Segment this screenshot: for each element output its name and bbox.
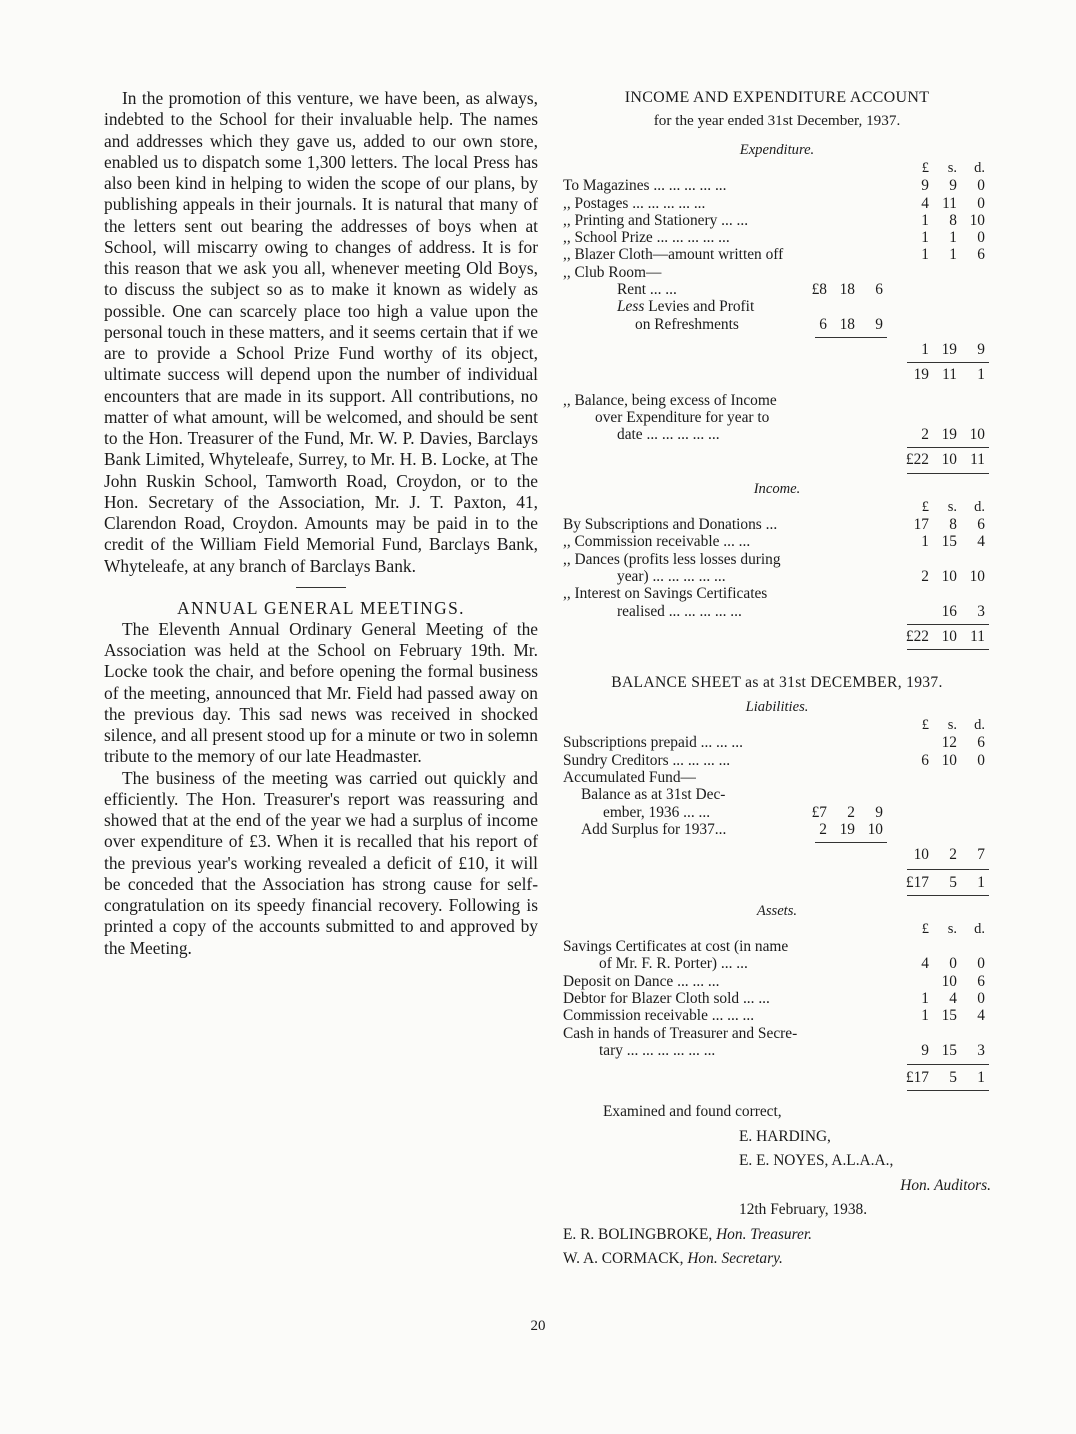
club-room-label: ,, Club Room— <box>563 263 662 281</box>
currency-header: £ s. d. <box>921 160 985 176</box>
subtotal-row: 19 11 1 <box>913 366 985 384</box>
fund-total-row: 10 2 7 <box>913 846 985 864</box>
account-title: INCOME AND EXPENDITURE ACCOUNT <box>624 89 930 106</box>
liabilities-heading: Liabilities. <box>745 699 809 716</box>
ledger-row: tary ... ... ... ... ... ... 9 15 3 <box>599 1041 985 1059</box>
ledger-row: year) ... ... ... ... ... 2 10 10 <box>617 567 985 585</box>
section-divider <box>296 587 346 588</box>
ledger-row: Sundry Creditors ... ... ... ... 6 10 0 <box>563 751 985 769</box>
ledger-row: of Mr. F. R. Porter) ... ... 4 0 0 <box>599 955 985 973</box>
rule-row <box>563 1059 991 1069</box>
rule-row <box>563 469 991 477</box>
ledger-row: ,, Postages ... ... ... ... ... 4 11 0 <box>563 194 985 212</box>
ledger-row: Deposit on Dance ... ... ... 10 6 <box>563 972 985 990</box>
examined-line: Examined and found correct, <box>603 1103 782 1121</box>
rule-row <box>563 443 991 451</box>
left-column <box>104 88 538 959</box>
assets-total-row: £17 5 1 <box>905 1069 985 1087</box>
less-row: Less Levies and Profit <box>617 298 755 316</box>
account-subtitle: for the year ended 31st December, 1937. <box>653 112 901 129</box>
balance-row: over Expenditure for year to <box>595 408 770 426</box>
signatures <box>563 1100 991 1272</box>
accumulated-fund-label: Accumulated Fund— <box>563 769 696 787</box>
signature-date: 12th February, 1938. <box>739 1201 868 1219</box>
ledger-row: ,, Commission receivable ... ... 1 15 4 <box>563 533 985 551</box>
treasurer-line: E. R. BOLINGBROKE, Hon. Treasurer. <box>563 1225 812 1243</box>
ledger-row: ,, Blazer Cloth—amount written off 1 1 6 <box>563 246 985 264</box>
expenditure-items <box>563 177 991 476</box>
secretary-line: W. A. CORMACK, Hon. Secretary. <box>563 1250 783 1268</box>
ledger-row: ,, Interest on Savings Certificates <box>563 585 768 603</box>
ledger-row: Debtor for Blazer Cloth sold ... ... 1 4 0 <box>563 989 985 1007</box>
ledger-row: ember, 1936 ... ... £7 2 9 <box>603 803 883 821</box>
currency-header: £ s. d. <box>921 498 985 515</box>
ledger-row: Commission receivable ... ... ... 1 15 4 <box>563 1007 985 1025</box>
liabilities-total-row: £17 5 1 <box>905 873 985 891</box>
balance-sheet-title: BALANCE SHEET as at 31st DECEMBER, 1937. <box>611 674 943 692</box>
accounts-column <box>563 86 991 1272</box>
auditor-harding: E. HARDING, <box>739 1127 831 1145</box>
balance-row: date ... ... ... ... ... 2 19 10 <box>617 426 985 444</box>
expenditure-heading: Expenditure. <box>739 142 815 158</box>
ledger-row: Balance as at 31st Dec- <box>581 786 726 804</box>
balance-row: ,, Balance, being excess of Income <box>563 391 777 409</box>
rule-row <box>563 333 991 341</box>
ledger-row: To Magazines ... ... ... ... ... 9 9 0 <box>563 177 985 195</box>
ledger-row: ,, Printing and Stationery ... ... 1 8 10 <box>563 211 985 229</box>
auditors-title: Hon. Auditors. <box>900 1176 991 1194</box>
rule-row <box>563 645 991 653</box>
income-items <box>563 516 991 653</box>
agm-paragraph-1: The Eleventh Annual Ordinary General Meeting of the Association was held at the School on February 19th. Mr. Locke took the chair, and before opening the formal business of the meeting, announced that Mr. Field had passed away on the previous day. This sad news was received in shocked silence, and all present stood up for a minute or two in solemn tribute to the memory of our late Headmaster. <box>104 618 538 767</box>
ledger-row: By Subscriptions and Donations ... 17 8 6 <box>563 516 985 534</box>
ledger-row: Subscriptions prepaid ... ... ... 12 6 <box>563 734 985 752</box>
income-heading: Income. <box>753 480 801 497</box>
ledger-row: Cash in hands of Treasurer and Secre- <box>563 1024 798 1042</box>
rule-row <box>563 358 991 366</box>
club-total-row: 1 19 9 <box>921 340 985 358</box>
income-total-row: £22 10 11 <box>905 627 985 645</box>
rent-row: Rent ... ... £8 18 6 <box>617 281 883 299</box>
rule-row <box>563 891 991 899</box>
rule-row <box>563 620 991 628</box>
rule-row <box>563 838 991 846</box>
currency-header: £ s. d. <box>921 920 985 937</box>
liabilities-items <box>563 734 991 898</box>
rule-row <box>563 864 991 874</box>
agm-heading: ANNUAL GENERAL MEETINGS. <box>177 597 465 618</box>
ledger-row: Savings Certificates at cost (in name <box>563 938 789 956</box>
ledger-row: ,, Dances (profits less losses during <box>563 550 781 568</box>
ledger-row: realised ... ... ... ... ... 16 3 <box>617 602 985 620</box>
assets-heading: Assets. <box>756 902 798 919</box>
ledger-row: ,, School Prize ... ... ... ... ... 1 1 0 <box>563 229 985 247</box>
venture-paragraph: In the promotion of this venture, we have been, as always, indebted to the School for their invaluable help. The names and addresses which they gave us, added to our own store, enabled us to dispatch some 1,300 letters. The local Press has also been kind in helping to widen the scope of our plans, by publishing appeals in their journals. It is natural that many of the letters sent out bearing the addresses of boys when at School, will miscarry owing to changes of address. It is for this reason that we ask you all, whenever meeting Old Boys, to discuss the subject so as to make it known as widely as possible. One can scarcely place too high a value upon the personal touch in these matters, and it seems certain that if we are to provide a School Prize Fund worthy of its object, ultimate success will depend upon the number of individual encounters that are made in its support. All contributions, no matter of what amount, will be welcomed, and should be sent to the Hon. Treasurer of the Fund, Mr. W. P. Davies, Barclays Bank Limited, Whyteleafe, Surrey, to Mr. H. B. Locke, at The John Ruskin School, Tamworth Road, Croydon, or to the Hon. Secretary of the Association, Mr. J. T. Paxton, 41, Clarendon Road, Croydon. Amounts may be paid in to the credit of the William Field Memorial Fund, Barclays Bank, Whyteleafe, at any branch of Barclays Bank. <box>104 88 538 576</box>
auditor-noyes: E. E. NOYES, A.L.A.A., <box>739 1152 894 1170</box>
agm-paragraph-2: The business of the meeting was carried out quickly and efficiently. The Hon. Treasurer's report was reassuring and showed that at the end of the year we had a surplus of income over expenditure of £3. When it is recalled that his report of the previous year's working revealed a deficit of £10, it will be conceded that the Association has strong cause for self-congratulation on its speedy financial recovery. Following is printed a copy of the accounts submitted to and approved by the Meeting. <box>104 767 538 958</box>
rule-row <box>563 1086 991 1094</box>
ledger-row: Add Surplus for 1937... 2 19 10 <box>581 820 883 838</box>
assets-items <box>563 938 991 1094</box>
refreshments-row: on Refreshments 6 18 9 <box>635 315 883 333</box>
currency-header: £ s. d. <box>921 717 985 734</box>
expenditure-total-row: £22 10 11 <box>905 451 985 469</box>
page-number: 20 <box>530 1318 546 1334</box>
